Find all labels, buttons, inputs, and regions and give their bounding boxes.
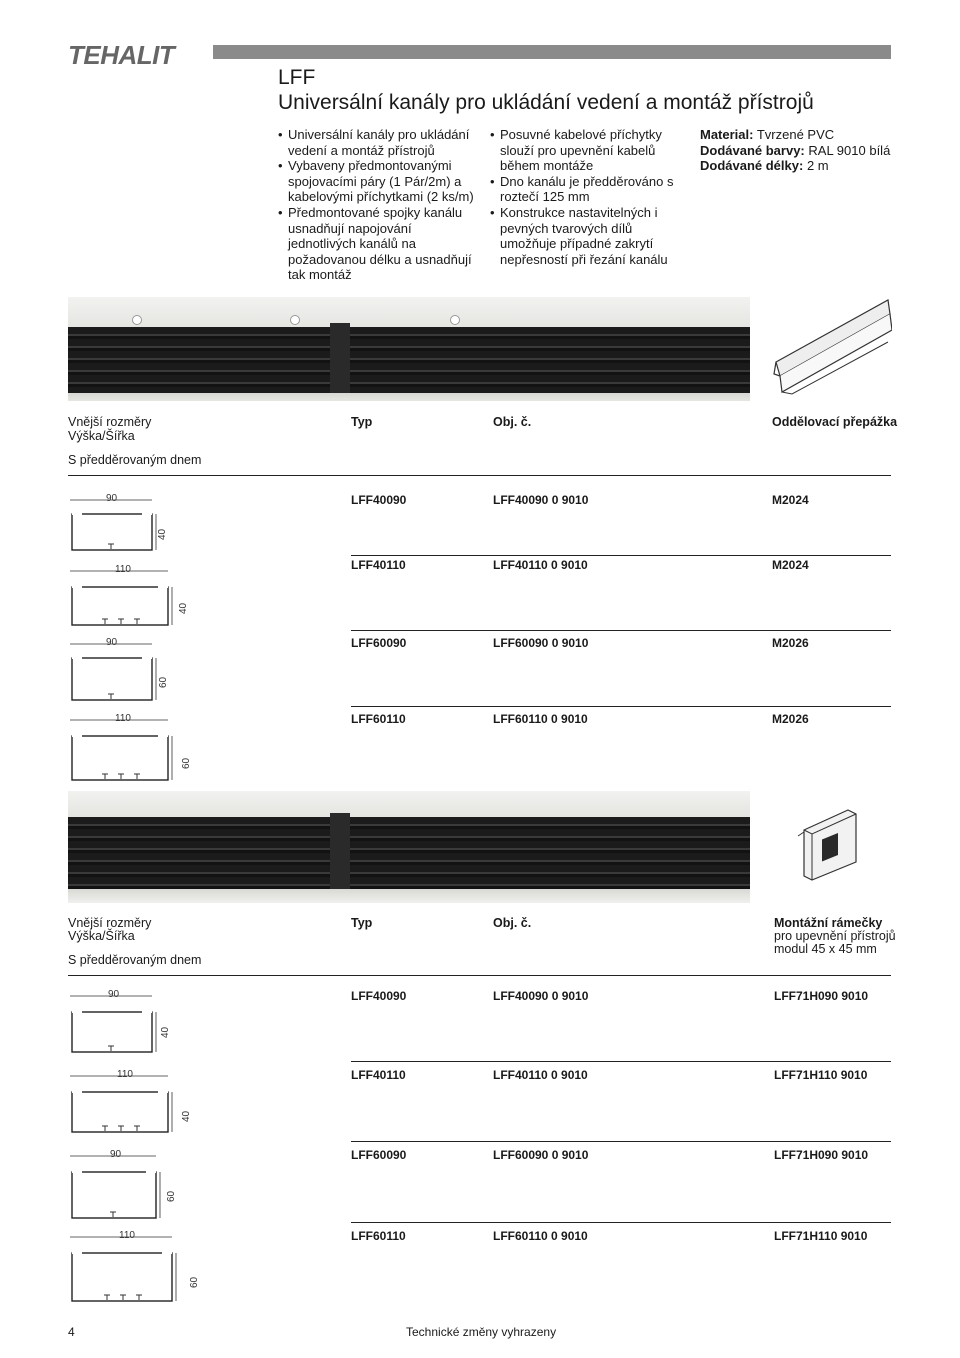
product-photo-channel bbox=[68, 297, 750, 401]
dim-width: 110 bbox=[119, 1230, 135, 1241]
features-col1 bbox=[278, 127, 483, 283]
t1-divider bbox=[351, 630, 891, 631]
dim-height: 40 bbox=[178, 602, 189, 614]
t1-header-sub: S předděrovaným dnem bbox=[68, 453, 202, 467]
footer-note: Technické změny vyhrazeny bbox=[406, 1325, 557, 1339]
t2-acc: LFF71H090 9010 bbox=[774, 989, 869, 1003]
t2-obj: LFF60110 0 9010 bbox=[493, 1229, 588, 1243]
dim-height: 40 bbox=[181, 1110, 192, 1122]
page-number: 4 bbox=[68, 1325, 75, 1339]
t1-acc: M2024 bbox=[772, 558, 809, 572]
t2-header-accessory2: pro upevnění přístrojů bbox=[774, 929, 896, 943]
t1-acc: M2026 bbox=[772, 636, 809, 650]
t2-divider bbox=[68, 975, 891, 976]
t2-type: LFF40090 bbox=[351, 989, 407, 1003]
lengths-label: Dodávané délky: bbox=[700, 158, 804, 174]
dim-width: 110 bbox=[115, 713, 131, 724]
features-col2 bbox=[490, 127, 680, 267]
dim-height: 40 bbox=[157, 528, 168, 540]
page-title: LFF bbox=[278, 66, 316, 89]
t1-type: LFF60090 bbox=[351, 636, 407, 650]
t1-obj: LFF60090 0 9010 bbox=[493, 636, 589, 650]
feature-item: • Universální kanály pro ukládání vedení a montáž přístrojů bbox=[278, 127, 483, 158]
divider-illustration bbox=[768, 292, 892, 404]
dim-height: 60 bbox=[189, 1276, 200, 1288]
t1-obj: LFF40090 0 9010 bbox=[493, 493, 589, 507]
dim-height: 40 bbox=[160, 1026, 171, 1038]
t2-obj: LFF40110 0 9010 bbox=[493, 1068, 588, 1082]
t2-obj: LFF60090 0 9010 bbox=[493, 1148, 589, 1162]
dim-height: 60 bbox=[158, 676, 169, 688]
feature-item: • Předmontované spojky kanálu usnadňují napojování jednotlivých kanálů na požadovanou délku a usnadňují tak montáž bbox=[278, 205, 483, 283]
dim-height: 60 bbox=[166, 1190, 177, 1202]
t1-header-accessory: Oddělovací přepážka bbox=[772, 415, 898, 429]
header-bar bbox=[213, 45, 891, 59]
t2-type: LFF60090 bbox=[351, 1148, 407, 1162]
t2-header-sub: S předděrovaným dnem bbox=[68, 953, 202, 967]
t1-type: LFF40090 bbox=[351, 493, 407, 507]
t2-acc: LFF71H090 9010 bbox=[774, 1148, 869, 1162]
feature-item: • Dno kanálu je předděrováno s roztečí 125 mm bbox=[490, 174, 680, 205]
t2-header-type: Typ bbox=[351, 916, 373, 930]
t1-divider bbox=[351, 555, 891, 556]
dim-width: 90 bbox=[110, 1149, 122, 1160]
t1-acc: M2024 bbox=[772, 493, 809, 507]
tehalit-logo: TEHALIT bbox=[68, 40, 175, 70]
t2-obj: LFF40090 0 9010 bbox=[493, 989, 589, 1003]
dim-height: 60 bbox=[181, 757, 192, 769]
t2-divider bbox=[351, 1061, 891, 1062]
t1-header-type: Typ bbox=[351, 415, 373, 429]
dim-width: 90 bbox=[106, 637, 118, 648]
t1-obj: LFF40110 0 9010 bbox=[493, 558, 588, 572]
t1-acc: M2026 bbox=[772, 712, 809, 726]
t2-divider bbox=[351, 1222, 891, 1223]
mounting-frame-illustration bbox=[796, 806, 862, 882]
t1-header-dims: Vnější rozměry bbox=[68, 415, 152, 429]
material-label: Material: bbox=[700, 127, 754, 142]
t1-type: LFF60110 bbox=[351, 712, 406, 726]
lengths-value: 2 m bbox=[806, 158, 829, 174]
t1-obj: LFF60110 0 9010 bbox=[493, 712, 588, 726]
t2-header-accessory3: modul 45 x 45 mm bbox=[774, 942, 877, 956]
dim-width: 110 bbox=[115, 564, 131, 575]
specs-block bbox=[700, 127, 900, 174]
t2-acc: LFF71H110 9010 bbox=[774, 1229, 868, 1243]
colors-label: Dodávané barvy: bbox=[700, 142, 805, 158]
t1-header-obj: Obj. č. bbox=[493, 415, 532, 429]
t2-type: LFF60110 bbox=[351, 1229, 406, 1243]
feature-item: • Posuvné kabelové příchytky slouží pro upevnění kabelů během montáže bbox=[490, 127, 680, 174]
t1-row-drawing bbox=[68, 636, 178, 709]
t2-header-accessory: Montážní rámečky bbox=[774, 916, 883, 930]
t2-header-obj: Obj. č. bbox=[493, 916, 532, 930]
t2-type: LFF40110 bbox=[351, 1068, 406, 1082]
t1-row-drawing bbox=[68, 492, 178, 559]
colors-value: RAL 9010 bílá bbox=[808, 142, 891, 158]
t2-row-drawing bbox=[68, 988, 178, 1063]
feature-item: • Vybaveny předmontovanými spojovacími páry (1 Pár/2m) a kabelovými příchytkami (2 ks/m) bbox=[278, 158, 483, 205]
t2-row-drawing bbox=[68, 1229, 198, 1312]
dim-width: 90 bbox=[106, 493, 118, 504]
t2-row-drawing bbox=[68, 1148, 183, 1229]
t2-header-dims2: Výška/Šířka bbox=[68, 929, 135, 943]
product-photo-channel-2 bbox=[68, 791, 750, 903]
t1-type: LFF40110 bbox=[351, 558, 406, 572]
t1-divider bbox=[68, 475, 891, 476]
feature-item: • Konstrukce nastavitelných i pevných tvarových dílů umožňuje případné zakrytí nepřesností při řezání kanálu bbox=[490, 205, 680, 267]
material-value: Tvrzené PVC bbox=[756, 127, 835, 142]
dim-width: 110 bbox=[117, 1069, 133, 1080]
t2-header-dims: Vnější rozměry bbox=[68, 916, 152, 930]
dim-width: 90 bbox=[108, 989, 120, 1000]
page-subtitle: Universální kanály pro ukládání vedení a montáž přístrojů bbox=[278, 91, 814, 114]
t1-divider bbox=[351, 706, 891, 707]
t2-acc: LFF71H110 9010 bbox=[774, 1068, 868, 1082]
t2-divider bbox=[351, 1141, 891, 1142]
t1-header-dims2: Výška/Šířka bbox=[68, 429, 135, 443]
